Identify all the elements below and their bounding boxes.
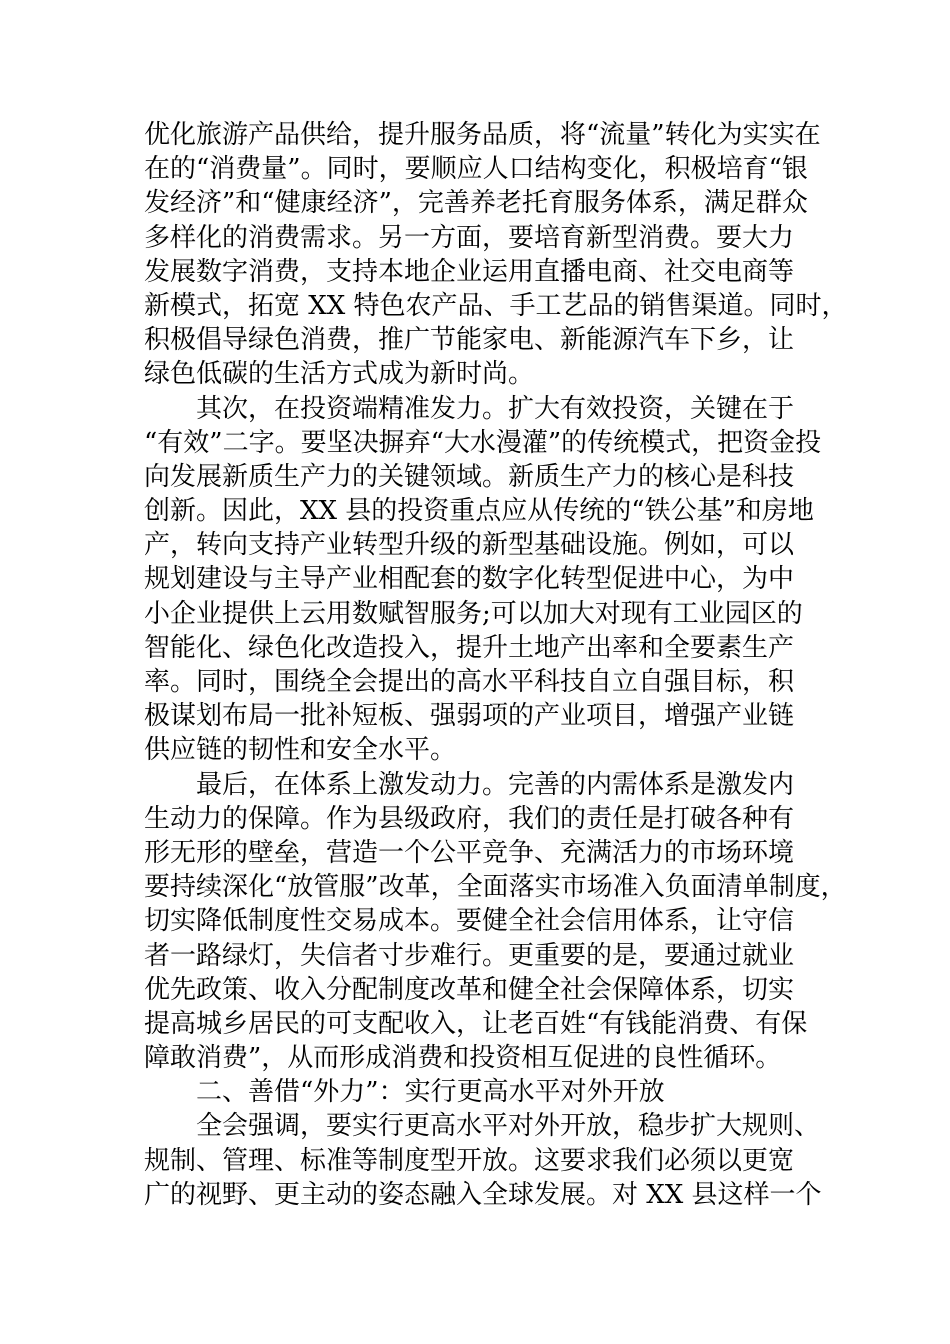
text-line: 积极倡导绿色消费，推广节能家电、新能源汽车下乡，让 [144,325,795,356]
text-line: 提高城乡居民的可支配收入，让老百姓“有钱能消费、有保 [144,1008,808,1039]
paragraph-first-line: 其次，在投资端精准发力。扩大有效投资，关键在于 [196,393,795,424]
text-line: 广的视野、更主动的姿态融入全球发展。对 XX 县这样一个 [144,1179,822,1210]
text-line: 障敢消费”，从而形成消费和投资相互促进的良性循环。 [144,1043,782,1074]
paragraph-first-line: 最后，在体系上激发动力。完善的内需体系是激发内 [196,769,795,800]
text-line: 小企业提供上云用数赋智服务;可以加大对现有工业园区的 [144,598,803,629]
text-line: 发展数字消费，支持本地企业运用直播电商、社交电商等 [144,256,795,287]
text-line: 规划建设与主导产业相配套的数字化转型促进中心，为中 [144,564,795,595]
text-line: “有效”二字。要坚决摒弃“大水漫灌”的传统模式，把资金投 [144,427,822,458]
text-line: 形无形的壁垒，营造一个公平竞争、充满活力的市场环境 [144,837,795,868]
text-line: 向发展新质生产力的关键领域。新质生产力的核心是科技 [144,461,795,492]
text-line: 智能化、绿色化改造投入，提升土地产出率和全要素生产 [144,632,795,663]
text-line: 创新。因此，XX 县的投资重点应从传统的“铁公基”和房地 [144,496,814,527]
text-line: 绿色低碳的生活方式成为新时尚。 [144,359,535,390]
text-line: 在的“消费量”。同时，要顺应人口结构变化，积极培育“银 [144,154,808,185]
text-line: 供应链的韧性和安全水平。 [144,735,457,766]
text-line: 优先政策、收入分配制度改革和健全社会保障体系，切实 [144,974,795,1005]
text-line: 率。同时，围绕全会提出的高水平科技自立自强目标，积 [144,667,795,697]
text-line: 规制、管理、标准等制度型开放。这要求我们必须以更宽 [144,1145,795,1176]
text-line: 多样化的消费需求。另一方面，要培育新型消费。要大力 [144,222,795,253]
paragraph-first-line: 全会强调，要实行更高水平对外开放，稳步扩大规则、 [196,1111,821,1142]
text-line: 要持续深化“放管服”改革，全面落实市场准入负面清单制度， [144,872,847,903]
text-line: 切实降低制度性交易成本。要健全社会信用体系，让守信 [144,906,795,937]
text-line: 优化旅游产品供给，提升服务品质，将“流量”转化为实实在 [144,120,821,150]
document-body [144,118,848,1212]
section-heading: 二、善借“外力”：实行更高水平对外开放 [196,1077,665,1108]
text-line: 生动力的保障。作为县级政府，我们的责任是打破各种有 [144,803,795,834]
text-line: 产，转向支持产业转型升级的新型基础设施。例如，可以 [144,530,795,561]
text-line: 极谋划布局一批补短板、强弱项的产业项目，增强产业链 [144,701,795,732]
text-line: 发经济”和“健康经济”，完善养老托育服务体系，满足群众 [144,188,808,219]
text-line: 者一路绿灯，失信者寸步难行。更重要的是，要通过就业 [144,940,795,971]
text-line: 新模式，拓宽 XX 特色农产品、手工艺品的销售渠道。同时， [144,290,848,321]
